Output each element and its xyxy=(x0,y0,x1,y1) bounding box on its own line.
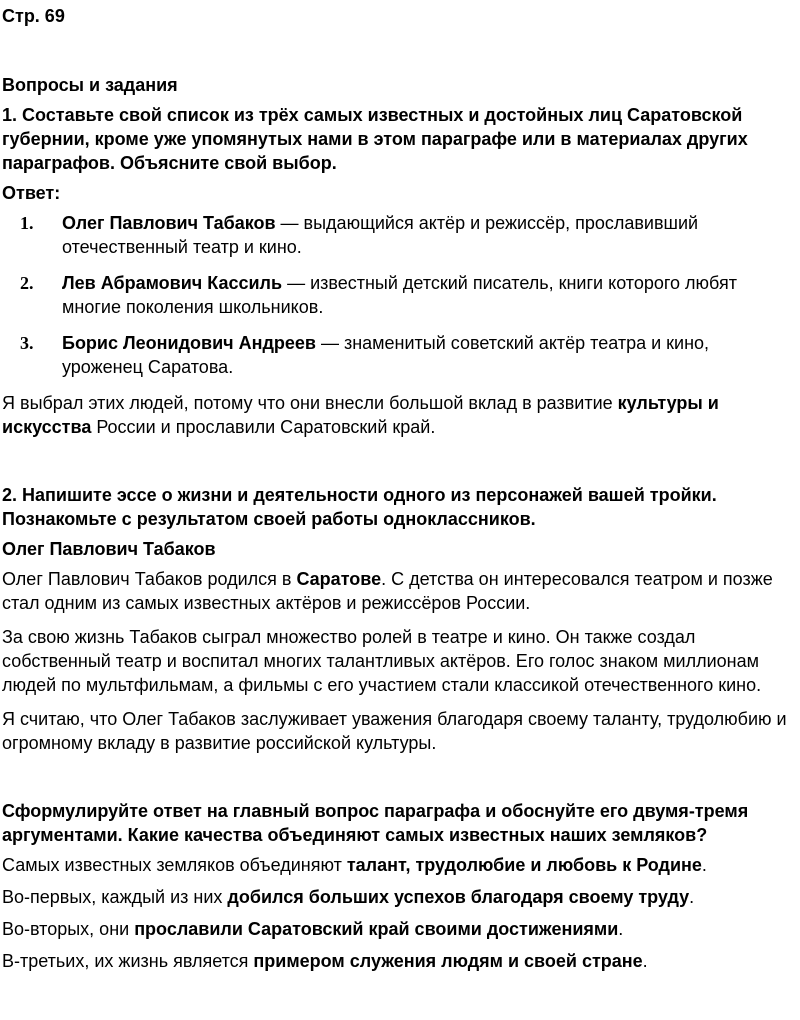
answer-text-end: . xyxy=(618,919,624,939)
final-answer-line-4 xyxy=(2,949,794,973)
person-description: — известный детский писатель, книги которого любят многие поколения школьников. xyxy=(62,273,737,317)
conclusion-emphasis: культуры и искусства xyxy=(2,393,719,437)
conclusion-text: Я выбрал этих людей, потому что они внесли большой вклад в развитие xyxy=(2,393,618,413)
answer-text-end: . xyxy=(701,855,707,875)
section-gap xyxy=(2,765,794,799)
final-answer-line-3 xyxy=(2,917,794,941)
list-item xyxy=(2,211,794,259)
page-number: Стр. 69 xyxy=(2,6,65,26)
list-item-text xyxy=(62,211,794,259)
answer-emphasis: добился больших успехов благодаря своему труду xyxy=(227,887,690,907)
essay-paragraph-1 xyxy=(2,567,794,615)
list-item-number: 3. xyxy=(20,333,34,353)
final-answer-line-1 xyxy=(2,853,794,877)
answer-emphasis: талант, трудолюбие и любовь к Родине xyxy=(346,855,702,875)
list-item-text xyxy=(62,331,794,379)
answer-emphasis: примером служения людям и своей стране xyxy=(253,951,643,971)
question-1: 1. Составьте свой список из трёх самых известных и достойных лиц Саратовской губернии, кроме уже упомянутых нами в этом параграфе или в материалах других параграфов. Объясните свой выбор. xyxy=(2,105,748,173)
answer-text: Самых известных земляков объединяют xyxy=(2,855,347,875)
question-3: Сформулируйте ответ на главный вопрос параграфа и обоснуйте его двумя-тремя аргументами. Какие качества объединяют самых известных наших земляков? xyxy=(2,801,749,845)
list-item xyxy=(2,271,794,319)
list-item-number: 1. xyxy=(20,213,34,233)
list-item-number: 2. xyxy=(20,273,34,293)
answer-text: В-третьих, их жизнь является xyxy=(2,951,254,971)
person-name: Борис Леонидович Андреев xyxy=(62,333,316,353)
final-answer-line-2 xyxy=(2,885,794,909)
person-description: — знаменитый советский актёр театра и кино, уроженец Саратова. xyxy=(62,333,710,377)
answer-list xyxy=(2,211,794,379)
answer-text: Во-первых, каждый из них xyxy=(2,887,228,907)
person-name: Олег Павлович Табаков xyxy=(62,213,276,233)
answer-text-end: . xyxy=(689,887,695,907)
answer-label: Ответ: xyxy=(2,183,61,203)
question-2: 2. Напишите эссе о жизни и деятельности одного из персонажей вашей тройки. Познакомьте с результатом своей работы одноклассников. xyxy=(2,485,717,529)
section-title: Вопросы и задания xyxy=(2,75,178,95)
list-item-text xyxy=(62,271,794,319)
essay-text: Олег Павлович Табаков родился в xyxy=(2,569,297,589)
answer-text: Во-вторых, они xyxy=(2,919,135,939)
section-gap xyxy=(2,449,794,483)
person-name: Лев Абрамович Кассиль xyxy=(62,273,283,293)
answer-emphasis: прославили Саратовский край своими достижениями xyxy=(134,919,619,939)
essay-emphasis: Саратове xyxy=(296,569,382,589)
answer-text-end: . xyxy=(642,951,648,971)
essay-paragraph-3: Я считаю, что Олег Табаков заслуживает уважения благодаря своему таланту, трудолюбию и огромному вкладу в развитие российской культуры. xyxy=(2,709,787,753)
final-answer xyxy=(2,853,794,973)
person-description: — выдающийся актёр и режиссёр, прославивший отечественный театр и кино. xyxy=(62,213,699,257)
conclusion-paragraph xyxy=(2,391,794,439)
list-item xyxy=(2,331,794,379)
essay-title: Олег Павлович Табаков xyxy=(2,539,216,559)
conclusion-text-end: России и прославили Саратовский край. xyxy=(91,417,436,437)
essay-paragraph-2: За свою жизнь Табаков сыграл множество ролей в театре и кино. Он также создал собственный театр и воспитал многих талантливых актёров. Его голос знаком миллионам людей по мультфильмам, а фильмы с его участием стали классикой отечественного кино. xyxy=(2,627,762,695)
essay-text-end: . С детства он интересовался театром и позже стал одним из самых известных актёров и режиссёров России. xyxy=(2,569,773,613)
